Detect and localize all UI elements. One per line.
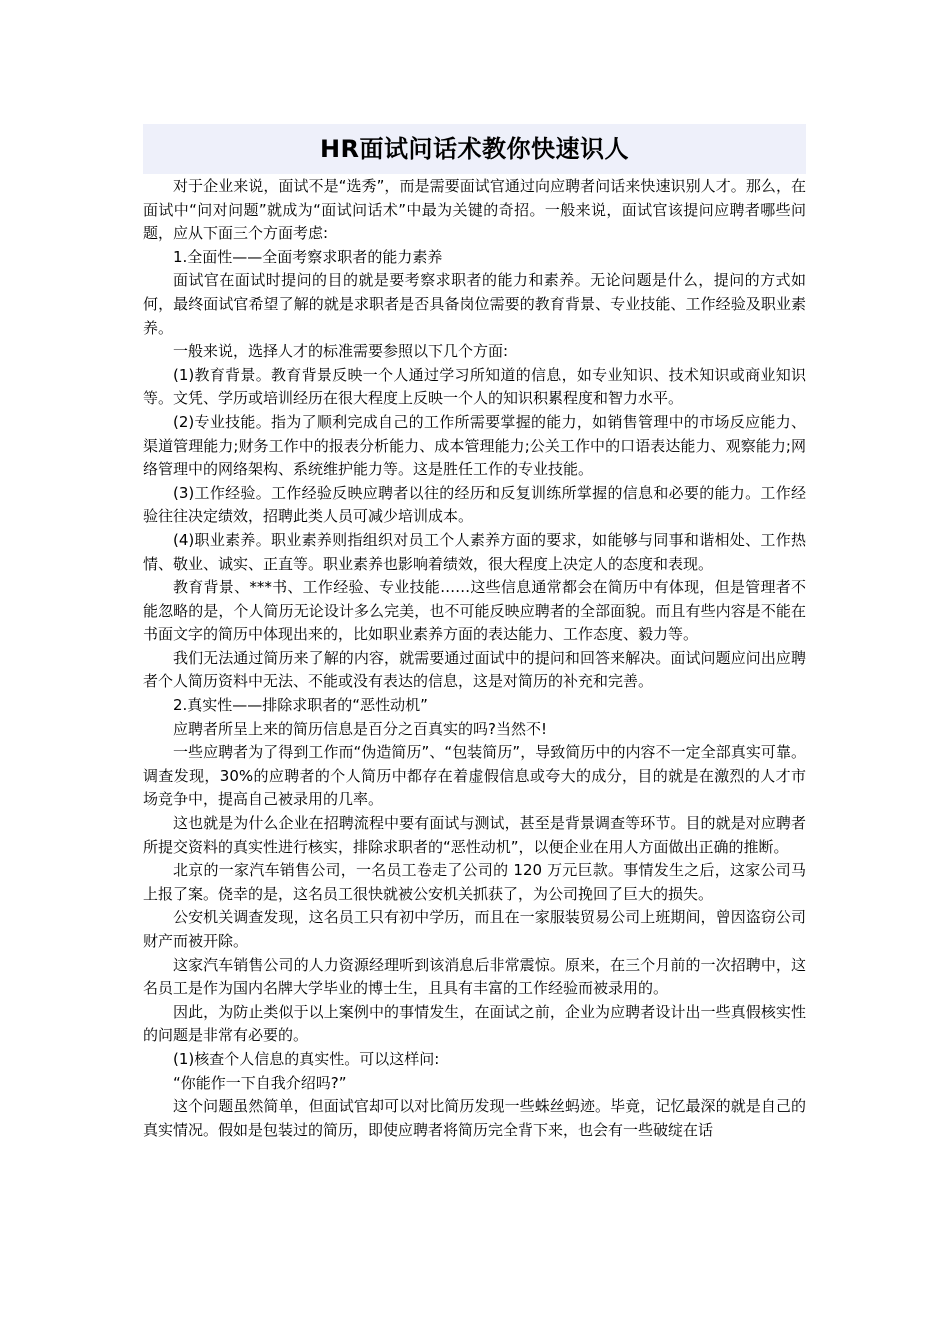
paragraph: 一般来说，选择人才的标准需要参照以下几个方面:	[173, 342, 509, 361]
paragraph-intro: 对于企业来说，面试不是“选秀”，而是需要面试官通过向应聘者问话来快速识别人才。那么，在面试中“问对问题”就成为“面试问话术”中最为关键的奇招。一般来说，面试官该提问应聘者哪些问题，应从下面三个方面考虑:	[143, 177, 806, 243]
paragraph-professionalism: (4)职业素养。职业素养则指组织对员工个人素养方面的要求，如能够与同事和谐相处、工作热情、敬业、诚实、正直等。职业素养也影响着绩效，很大程度上决定人的态度和表现。	[143, 530, 806, 573]
paragraph-quote: “你能作一下自我介绍吗?”	[173, 1073, 347, 1092]
paragraph: 应聘者所呈上来的简历信息是百分之百真实的吗?当然不!	[173, 719, 547, 738]
paragraph-skills: (2)专业技能。指为了顺利完成自己的工作所需要掌握的能力，如销售管理中的市场反应能力、渠道管理能力;财务工作中的报表分析能力、成本管理能力;公关工作中的口语表达能力、观察能力;网络管理中的网络架构、系统维护能力等。这是胜任工作的专业技能。	[143, 412, 806, 479]
section-heading-authenticity: 2.真实性——排除求职者的“恶性动机”	[173, 696, 428, 715]
paragraph-case: 这家汽车销售公司的人力资源经理听到该消息后非常震惊。原来，在三个月前的一次招聘中，这名员工是作为国内名牌大学毕业的博士生，且具有丰富的工作经验而被录用的。	[143, 955, 806, 998]
document-body	[143, 175, 806, 1142]
paragraph: 一些应聘者为了得到工作而“伪造简历”、“包装简历”，导致简历中的内容不一定全部真实可靠。调查发现，30%的应聘者的个人简历中都存在着虚假信息或夸大的成分，目的就是在激烈的人才市场竞争中，提高自己被录用的几率。	[143, 743, 806, 809]
title-banner	[143, 124, 806, 174]
section-heading-comprehensive: 1.全面性——全面考察求职者的能力素养	[173, 247, 443, 266]
paragraph-education: (1)教育背景。教育背景反映一个人通过学习所知道的信息，如专业知识、技术知识或商业知识等。文凭、学历或培训经历在很大程度上反映一个人的知识积累程度和智力水平。	[143, 365, 806, 408]
paragraph: 面试官在面试时提问的目的就是要考察求职者的能力和素养。无论问题是什么，提问的方式如何，最终面试官希望了解的就是求职者是否具备岗位需要的教育背景、专业技能、工作经验及职业素养。	[143, 271, 806, 337]
document-title: HR面试问话术教你快速识人	[319, 135, 630, 163]
paragraph: 这个问题虽然简单，但面试官却可以对比简历发现一些蛛丝蚂迹。毕竟，记忆最深的就是自己的真实情况。假如是包装过的简历，即使应聘者将简历完全背下来，也会有一些破绽在话	[143, 1097, 806, 1139]
paragraph-experience: (3)工作经验。工作经验反映应聘者以往的经历和反复训练所掌握的信息和必要的能力。工作经验往往决定绩效，招聘此类人员可减少培训成本。	[143, 483, 806, 526]
paragraph-verify-info: (1)核查个人信息的真实性。可以这样问:	[173, 1049, 440, 1068]
paragraph: 教育背景、***书、工作经验、专业技能……这些信息通常都会在简历中有体现，但是管理者不能忽略的是，个人简历无论设计多么完美，也不可能反映应聘者的全部面貌。而且有些内容是不能在书面文字的简历中体现出来的，比如职业素养方面的表达能力、工作态度、毅力等。	[143, 578, 806, 644]
document-page	[143, 124, 806, 1142]
paragraph: 这也就是为什么企业在招聘流程中要有面试与测试，甚至是背景调查等环节。目的就是对应聘者所提交资料的真实性进行核实，排除求职者的“恶性动机”，以便企业在用人方面做出正确的推断。	[143, 814, 806, 856]
paragraph: 因此，为防止类似于以上案例中的事情发生，在面试之前，企业为应聘者设计出一些真假核实性的问题是非常有必要的。	[143, 1002, 806, 1045]
paragraph-case: 北京的一家汽车销售公司，一名员工卷走了公司的 120 万元巨款。事情发生之后，这家公司马上报了案。侥幸的是，这名员工很快就被公安机关抓获了，为公司挽回了巨大的损失。	[143, 861, 806, 903]
paragraph: 我们无法通过简历来了解的内容，就需要通过面试中的提问和回答来解决。面试问题应问出应聘者个人简历资料中无法、不能或没有表达的信息，这是对简历的补充和完善。	[143, 648, 806, 691]
paragraph-case: 公安机关调查发现，这名员工只有初中学历，而且在一家服装贸易公司上班期间，曾因盗窃公司财产而被开除。	[143, 908, 806, 950]
